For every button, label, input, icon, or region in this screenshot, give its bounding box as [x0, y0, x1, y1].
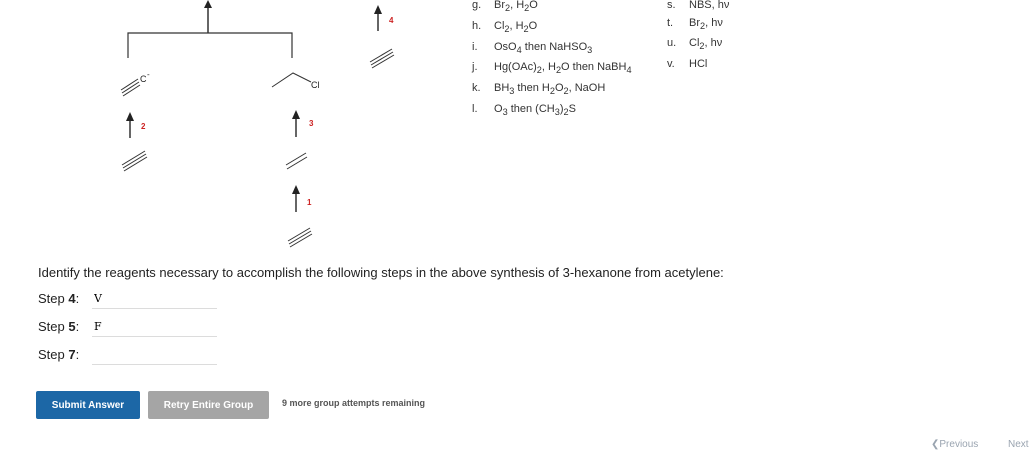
- previous-link[interactable]: ❮Previous: [931, 439, 979, 450]
- chevron-left-icon: ❮: [931, 439, 940, 450]
- right-reagent-row: [667, 0, 729, 15]
- reagent-text: OsO$_4$ then NaHSO$_3$: [494, 40, 593, 55]
- reagent-letter: v.: [667, 58, 675, 71]
- reagent-text: $Cl_2$, $H_2O$: [494, 19, 538, 34]
- arrow-step-3-head: [292, 110, 300, 119]
- reagent-text: $Hg(OAc)_2$, $H_2O$ then NaBH$_4$: [494, 61, 632, 76]
- reagent-text: $O_3$ then $(CH_3)_2S$: [494, 102, 576, 118]
- reagent-text: $Br_2$, $H_2O$: [494, 0, 538, 14]
- ethylene: [286, 153, 307, 169]
- left-reagent-row: [472, 59, 632, 80]
- arrow-step-2-head: [126, 112, 134, 121]
- reagent-text: $Cl_2$, hν: [689, 37, 723, 52]
- scheme-bracket: [128, 33, 292, 58]
- step-number-4: 4: [389, 16, 394, 25]
- left-reagent-row: [472, 101, 632, 122]
- reagent-letter: t.: [667, 16, 674, 29]
- reagent-text: $Br_2$, hν: [689, 16, 723, 31]
- reagent-list-left: [472, 0, 632, 122]
- right-reagent-row: [667, 35, 729, 56]
- chloroethane: [272, 73, 311, 87]
- reagent-letter: u.: [667, 37, 677, 50]
- left-reagent-row: [472, 0, 632, 18]
- carbanion-label: C: [140, 74, 147, 84]
- step-4-input[interactable]: [92, 288, 217, 309]
- step-number-1: 1: [307, 198, 312, 207]
- reagent-list-right: [667, 0, 729, 74]
- step-4-label: Step 4:: [38, 291, 80, 306]
- arrow-step-4-head: [374, 5, 382, 14]
- step-4-row: [38, 288, 217, 309]
- step-7-row: [38, 344, 217, 365]
- reaction-scheme: [0, 0, 520, 260]
- alkyne-left: [122, 151, 147, 171]
- right-reagent-row: [667, 56, 729, 74]
- submit-answer-button[interactable]: Submit Answer: [36, 391, 140, 419]
- reagent-letter: h.: [472, 19, 482, 32]
- right-reagent-row: [667, 15, 729, 36]
- step-number-2: 2: [141, 122, 146, 131]
- question-text: Identify the reagents necessary to accomplish the following steps in the above synthesis of 3-hexanone from acetylene:: [38, 265, 724, 280]
- left-reagent-row: [472, 18, 632, 39]
- step-5-row: [38, 316, 217, 337]
- step-5-label: Step 5:: [38, 319, 80, 334]
- reagent-text: $BH_3$ then $H_2O_2$, NaOH: [494, 82, 606, 97]
- reagent-letter: s.: [667, 0, 676, 11]
- reagent-letter: g.: [472, 0, 482, 11]
- next-link[interactable]: Next: [1008, 439, 1029, 450]
- reagent-letter: k.: [472, 82, 481, 95]
- step-5-input[interactable]: [92, 316, 217, 337]
- reagent-letter: j.: [472, 61, 478, 74]
- step-number-3: 3: [309, 119, 314, 128]
- charge-label: -: [147, 70, 150, 79]
- acetylene-start: [288, 228, 312, 247]
- reagent-letter: i.: [472, 40, 478, 53]
- retry-group-button[interactable]: Retry Entire Group: [148, 391, 269, 419]
- attempts-remaining: 9 more group attempts remaining: [282, 398, 426, 408]
- left-reagent-row: [472, 39, 632, 60]
- arrow-combine-head: [204, 0, 212, 8]
- alkyne-top: [370, 49, 394, 68]
- arrow-step-1-head: [292, 185, 300, 194]
- reagent-text: HCl: [689, 58, 708, 71]
- chlorine-label: Cl: [311, 80, 320, 90]
- acetylide: [121, 79, 140, 96]
- left-reagent-row: [472, 80, 632, 101]
- reagent-letter: l.: [472, 102, 478, 115]
- step-7-label: Step 7:: [38, 347, 80, 362]
- reagent-text: NBS, hν: [689, 0, 730, 11]
- step-7-input[interactable]: [92, 344, 217, 365]
